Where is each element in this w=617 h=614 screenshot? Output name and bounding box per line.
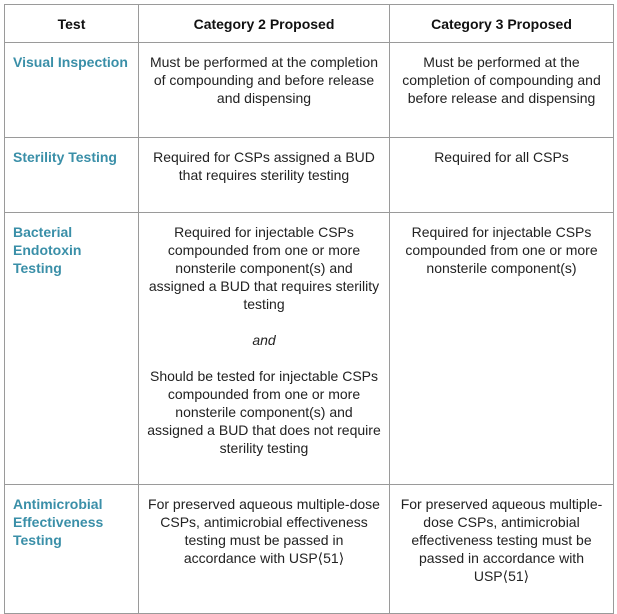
test-name: Antimicrobial Effectiveness Testing: [5, 485, 139, 614]
category-2-text: Required for CSPs assigned a BUD that requires sterility testing: [153, 149, 375, 183]
category-2-cell: [139, 138, 390, 213]
table-row-bacterial-endotoxin: [5, 213, 614, 485]
category-3-text: Must be performed at the completion of compounding and before release and dispensing: [402, 54, 601, 106]
category-3-cell: [390, 138, 614, 213]
header-test: Test: [5, 5, 139, 43]
table-row-antimicrobial-effectiveness: [5, 485, 614, 614]
category-3-cell: [390, 213, 614, 485]
testing-requirements-table: [4, 4, 614, 614]
test-name: Visual Inspection: [5, 43, 139, 138]
header-category-3: Category 3 Proposed: [390, 5, 614, 43]
category-3-cell: [390, 43, 614, 138]
category-3-cell: [390, 485, 614, 614]
table-row-sterility-testing: [5, 138, 614, 213]
category-2-text: For preserved aqueous multiple-dose CSPs, antimicrobial effectiveness testing must be passed in accordance with USP⟨51⟩: [148, 496, 380, 566]
category-3-text: For preserved aqueous multiple-dose CSPs, antimicrobial effectiveness testing must be passed in accordance with USP⟨51⟩: [400, 496, 603, 584]
table-row-visual-inspection: [5, 43, 614, 138]
comparison-table-container: [4, 4, 613, 584]
category-2-text-part1: Required for injectable CSPs compounded from one or more nonsterile component(s) and assigned a BUD that requires sterility testing: [148, 224, 380, 312]
category-2-text: Must be performed at the completion of compounding and before release and dispensing: [149, 54, 378, 106]
category-2-cell: [139, 485, 390, 614]
category-2-cell: [139, 213, 390, 485]
test-name: Bacterial Endotoxin Testing: [5, 213, 139, 485]
category-2-text-part2: Should be tested for injectable CSPs compounded from one or more nonsterile component(s) and assigned a BUD that does not require sterility testing: [147, 368, 381, 456]
category-3-text: Required for injectable CSPs compounded from one or more nonsterile component(s): [405, 224, 598, 276]
conjunction-and: and: [252, 332, 276, 348]
category-2-cell: [139, 43, 390, 138]
header-row: [5, 5, 614, 43]
category-3-text: Required for all CSPs: [434, 149, 569, 165]
test-name: Sterility Testing: [5, 138, 139, 213]
header-category-2: Category 2 Proposed: [139, 5, 390, 43]
